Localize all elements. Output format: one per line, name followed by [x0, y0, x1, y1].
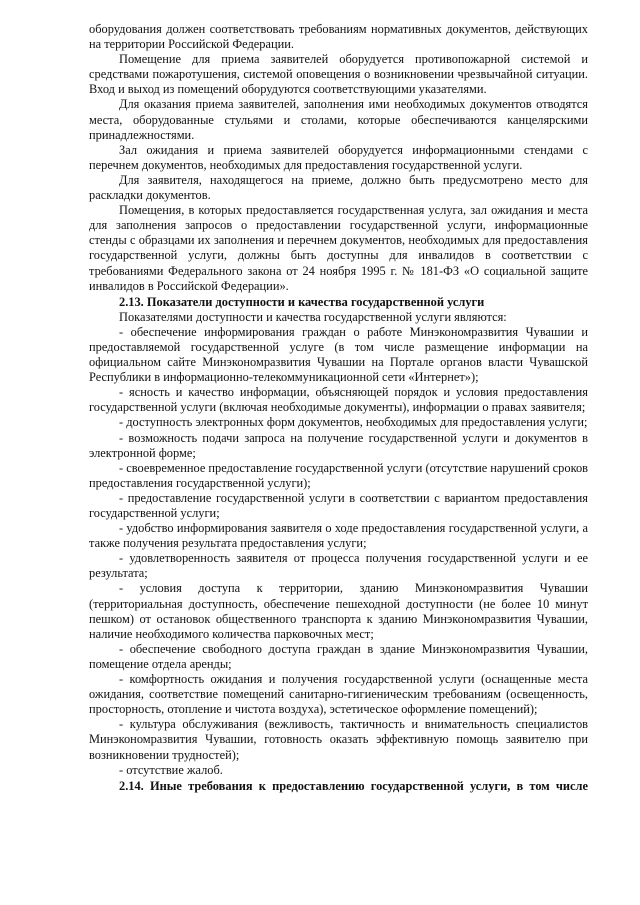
list-item: - ясность и качество информации, объясняющей порядок и условия предоставления государственной услуги (включая необходимые документы), информации о правах заявителя;: [89, 385, 588, 415]
paragraph: Для оказания приема заявителей, заполнения ими необходимых документов отводятся места, оборудованные стульями и столами, которые обеспечиваются канцелярскими принадлежностями.: [89, 97, 588, 142]
paragraph: Зал ожидания и приема заявителей оборудуется информационными стендами с перечнем документов, необходимых для предоставления государственной услуги.: [89, 142, 588, 172]
list-item: - удовлетворенность заявителя от процесса получения государственной услуги и ее результата;: [89, 551, 588, 581]
list-item: - обеспечение информирования граждан о работе Минэкономразвития Чувашии и предоставляемой государственной услуге (в том числе размещение информации на официальном сайте Минэкономразвития Чувашии на Портале органов власти Чувашской Республики в информационно-телекоммуникационной сети «Интернет»);: [89, 324, 588, 385]
list-item: - предоставление государственной услуги в соответствии с вариантом предоставления государственной услуги;: [89, 490, 588, 520]
section-intro: Показателями доступности и качества государственной услуги являются:: [119, 309, 507, 324]
list-item: - отсутствие жалоб.: [119, 762, 223, 777]
list-item: - культура обслуживания (вежливость, тактичность и внимательность специалистов Минэкономразвития Чувашии, готовность оказать эффективную помощь заявителю при возникновении трудностей);: [89, 717, 588, 762]
paragraph: Помещения, в которых предоставляется государственная услуга, зал ожидания и места для заполнения запросов о предоставлении государственной услуги, информационные стенды с образцами их заполнения и перечнем документов, необходимых для предоставления государственной услуги, должны быть доступны для инвалидов в соответствии с требованиями Федерального закона от 24 ноября 1995 г. № 181-ФЗ «О социальной защите инвалидов в Российской Федерации».: [89, 203, 588, 293]
list-item: - доступность электронных форм документов, необходимых для предоставления услуги;: [119, 415, 588, 430]
list-item: - обеспечение свободного доступа граждан в здание Минэкономразвития Чувашии, помещение отдела аренды;: [89, 641, 588, 671]
paragraph: Помещение для приема заявителей оборудуется противопожарной системой и средствами пожаротушения, системой оповещения о возникновении чрезвычайной ситуации. Вход и выход из помещений оборудуются соответствующими указателями.: [89, 52, 588, 97]
list-item: - удобство информирования заявителя о ходе предоставления государственной услуги, а также получения результата предоставления услуги;: [89, 521, 588, 551]
list-item: - своевременное предоставление государственной услуги (отсутствие нарушений сроков предоставления государственной услуги);: [89, 460, 589, 490]
section-heading-2-14: 2.14. Иные требования к предоставлению государственной услуги, в том числе: [119, 778, 588, 793]
section-heading-2-13: 2.13. Показатели доступности и качества государственной услуги: [119, 294, 485, 309]
paragraph: Для заявителя, находящегося на приеме, должно быть предусмотрено место для раскладки документов.: [89, 172, 588, 203]
list-item: - возможность подачи запроса на получение государственной услуги и документов в электронной форме;: [89, 430, 588, 460]
paragraph: оборудования должен соответствовать требованиям нормативных документов, действующих на территории Российской Федерации.: [89, 22, 588, 52]
list-item: - условия доступа к территории, зданию Минэкономразвития Чувашии (территориальная доступность, обеспечение пешеходной доступности (не более 10 минут пешком) от остановок общественного транспорта к зданию Минэкономразвития Чувашии, наличие необходимого количества парковочных мест;: [89, 581, 588, 641]
list-item: - комфортность ожидания и получения государственной услуги (оснащенные места ожидания, соответствие помещений санитарно-гигиеническим требованиям (освещенность, просторность, отопление и чистота воздуха), эстетическое оформление помещений);: [89, 672, 588, 717]
document-body: [89, 22, 588, 794]
